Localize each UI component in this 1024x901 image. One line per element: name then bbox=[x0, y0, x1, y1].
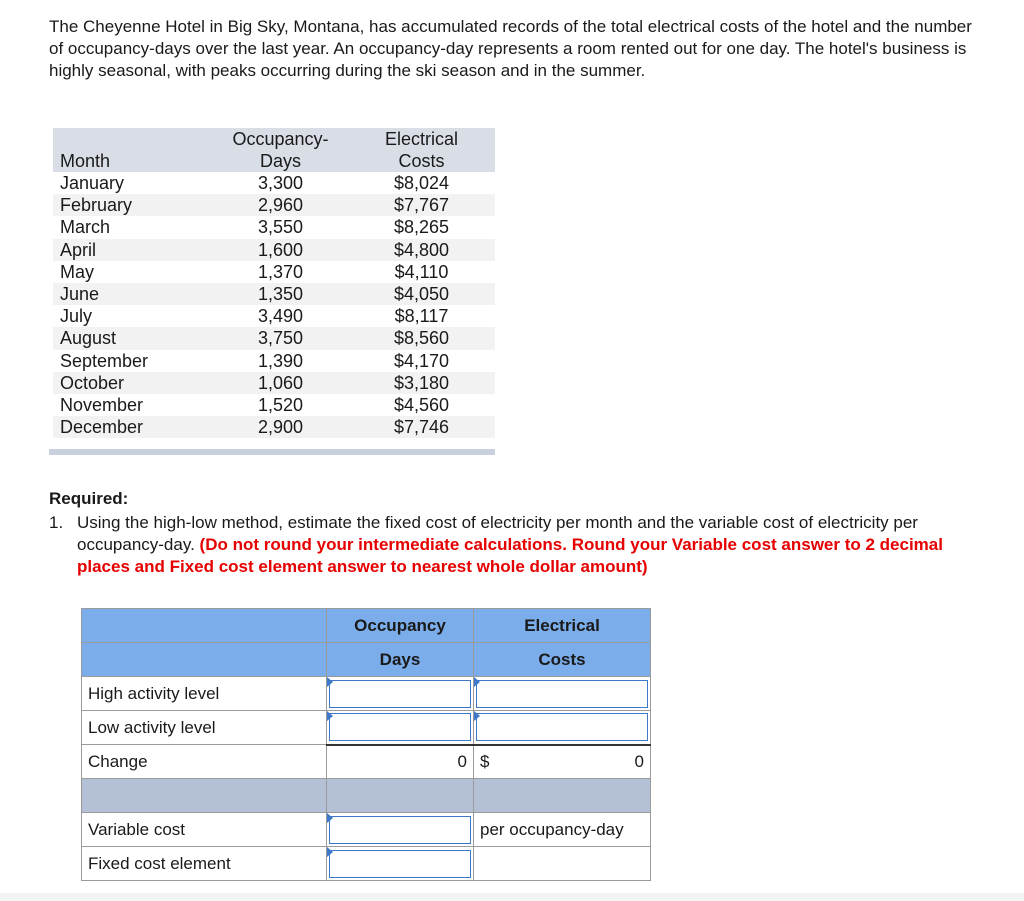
question-number: 1. bbox=[49, 513, 64, 532]
answer-header-electrical: Electrical bbox=[474, 609, 651, 643]
table-row bbox=[53, 327, 495, 349]
change-occupancy-value: 0 bbox=[327, 745, 474, 779]
month-cell: March bbox=[60, 217, 111, 238]
variable-cost-row bbox=[82, 813, 651, 847]
occupancy-cell: 1,390 bbox=[257, 350, 304, 371]
occupancy-cell: 1,600 bbox=[213, 239, 348, 261]
table-row bbox=[53, 305, 495, 327]
spacer-cell bbox=[82, 779, 327, 813]
occupancy-cell: 1,350 bbox=[213, 283, 348, 305]
cost-cell: $7,767 bbox=[348, 194, 495, 216]
table-row bbox=[53, 194, 495, 216]
fixed-cost-input[interactable] bbox=[329, 850, 471, 878]
occupancy-cell: 3,750 bbox=[213, 327, 348, 349]
month-cell: May bbox=[60, 261, 95, 282]
required-heading: Required: bbox=[49, 489, 129, 508]
spacer-row bbox=[82, 779, 651, 813]
header-costs-line2: Costs bbox=[398, 151, 445, 171]
table-row bbox=[53, 172, 495, 194]
occupancy-cell: 1,060 bbox=[213, 372, 348, 394]
spacer-cell bbox=[327, 779, 474, 813]
header-occupancy-line2: Days bbox=[259, 151, 301, 171]
occupancy-cell: 2,960 bbox=[213, 194, 348, 216]
answer-header-occupancy: Occupancy bbox=[327, 609, 474, 643]
header-electrical-costs bbox=[348, 128, 495, 172]
high-activity-row bbox=[82, 677, 651, 711]
month-cell: July bbox=[60, 306, 93, 327]
month-cell: December bbox=[53, 416, 213, 438]
question-text: Using the high-low method, estimate the fixed cost of electricity per month and the variable cost of electricity per occupancy-day. bbox=[77, 513, 918, 554]
question-1 bbox=[49, 512, 979, 578]
occupancy-cell: 1,370 bbox=[257, 261, 304, 282]
cost-cell: $4,110 bbox=[394, 261, 449, 282]
header-occupancy-line1: Occupancy- bbox=[232, 129, 329, 149]
header-blank bbox=[82, 609, 327, 643]
table-header-row bbox=[53, 128, 495, 172]
occupancy-cell: 3,490 bbox=[257, 306, 304, 327]
input-marker-icon bbox=[327, 677, 333, 687]
answer-header-row-2 bbox=[82, 643, 651, 677]
occupancy-cell: 3,300 bbox=[257, 173, 304, 193]
month-cell: October bbox=[53, 372, 213, 394]
low-occupancy-cell bbox=[327, 711, 474, 745]
high-cost-input[interactable] bbox=[476, 680, 648, 708]
input-marker-icon bbox=[327, 847, 333, 857]
high-low-answer-grid bbox=[81, 608, 651, 881]
input-marker-icon bbox=[474, 677, 480, 687]
table-row bbox=[53, 350, 495, 372]
cost-cell: $4,800 bbox=[348, 239, 495, 261]
input-marker-icon bbox=[474, 711, 480, 721]
low-occupancy-input[interactable] bbox=[329, 713, 471, 741]
answer-header-row-1 bbox=[82, 609, 651, 643]
cost-cell: $8,265 bbox=[393, 217, 450, 238]
table-row bbox=[53, 216, 495, 238]
high-activity-label: High activity level bbox=[82, 677, 327, 711]
month-cell: September bbox=[60, 350, 149, 371]
dollar-sign: $ bbox=[480, 751, 490, 771]
low-activity-label: Low activity level bbox=[82, 711, 327, 745]
low-cost-cell bbox=[474, 711, 651, 745]
table-row bbox=[53, 372, 495, 394]
table-row bbox=[53, 239, 495, 261]
cost-cell: $4,050 bbox=[348, 283, 495, 305]
change-label: Change bbox=[82, 745, 327, 779]
problem-intro: The Cheyenne Hotel in Big Sky, Montana, has accumulated records of the total electrical costs of the hotel and the number of occupancy-days over the last year. An occupancy-day represents a room rented out for one day. The hotel's business is highly seasonal, with peaks occurring during the ski season and in the summer. bbox=[49, 17, 972, 80]
cost-cell: $4,560 bbox=[393, 395, 450, 416]
answer-header-costs: Costs bbox=[474, 643, 651, 677]
variable-cost-cell bbox=[327, 813, 474, 847]
month-cell: June bbox=[53, 283, 213, 305]
month-cell: April bbox=[53, 239, 213, 261]
fixed-cost-cell bbox=[327, 847, 474, 881]
variable-cost-label: Variable cost bbox=[82, 813, 327, 847]
input-marker-icon bbox=[327, 711, 333, 721]
cost-cell: $7,746 bbox=[348, 416, 495, 438]
cost-cell: $8,117 bbox=[394, 306, 449, 327]
page-bottom-bar bbox=[0, 893, 1024, 901]
change-row bbox=[82, 745, 651, 779]
month-cell: January bbox=[60, 173, 125, 193]
table-row bbox=[53, 394, 495, 416]
variable-cost-unit: per occupancy-day bbox=[474, 813, 651, 847]
high-occupancy-cell bbox=[327, 677, 474, 711]
input-marker-icon bbox=[327, 813, 333, 823]
high-cost-cell bbox=[474, 677, 651, 711]
low-cost-input[interactable] bbox=[476, 713, 648, 741]
table-row bbox=[53, 261, 495, 283]
month-cell: February bbox=[53, 194, 213, 216]
question-body bbox=[77, 512, 979, 578]
table-bottom-rule bbox=[49, 449, 495, 455]
fixed-cost-label: Fixed cost element bbox=[82, 847, 327, 881]
rounding-instruction: (Do not round your intermediate calculations. Round your Variable cost answer to 2 decimal places and Fixed cost element answer to nearest whole dollar amount) bbox=[77, 535, 943, 576]
high-occupancy-input[interactable] bbox=[329, 680, 471, 708]
change-cost-value: 0 bbox=[634, 751, 644, 771]
fixed-cost-blank bbox=[474, 847, 651, 881]
answer-header-days: Days bbox=[327, 643, 474, 677]
variable-cost-input[interactable] bbox=[329, 816, 471, 844]
change-cost-cell bbox=[474, 745, 651, 779]
header-month: Month bbox=[53, 128, 213, 172]
occupancy-cell: 1,520 bbox=[257, 395, 304, 416]
header-blank bbox=[82, 643, 327, 677]
cost-cell: $8,024 bbox=[393, 173, 450, 193]
cost-cell: $4,170 bbox=[393, 350, 450, 371]
month-cell: November bbox=[60, 395, 144, 416]
cost-cell: $8,560 bbox=[348, 327, 495, 349]
low-activity-row bbox=[82, 711, 651, 745]
cost-cell: $3,180 bbox=[348, 372, 495, 394]
occupancy-cell: 3,550 bbox=[257, 217, 304, 238]
table-row bbox=[53, 283, 495, 305]
spacer-cell bbox=[474, 779, 651, 813]
month-cell: August bbox=[53, 327, 213, 349]
fixed-cost-row bbox=[82, 847, 651, 881]
electrical-cost-table bbox=[53, 128, 495, 438]
header-costs-line1: Electrical bbox=[384, 129, 459, 149]
occupancy-cell: 2,900 bbox=[213, 416, 348, 438]
table-row bbox=[53, 416, 495, 438]
header-occupancy-days bbox=[213, 128, 348, 172]
